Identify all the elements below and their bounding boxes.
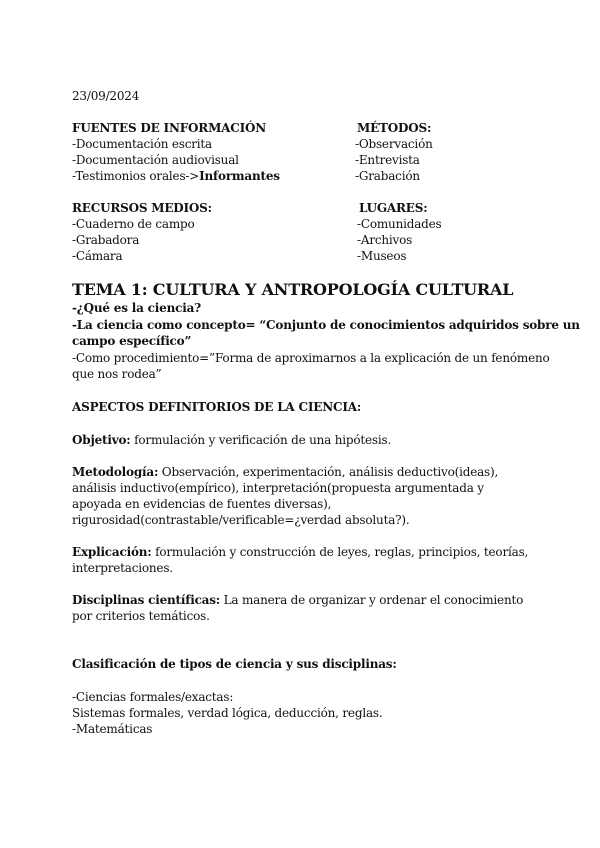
disciplinas-text: La manera de organizar y ordenar el conocimiento por criterios temáticos. xyxy=(72,593,524,623)
fuentes-heading: FUENTES DE INFORMACIÓN xyxy=(72,121,267,135)
objetivo-text: formulación y verificación de una hipótesis. xyxy=(130,433,392,447)
tema-procedimiento-line2: que nos rodea” xyxy=(72,367,162,381)
recursos-item: -Cuaderno de campo xyxy=(72,217,195,231)
objetivo-paragraph xyxy=(72,432,532,448)
metodos-item: -Grabación xyxy=(355,169,420,183)
metodos-heading: MÉTODOS: xyxy=(357,121,432,135)
metodologia-label: Metodología: xyxy=(72,465,159,479)
tema-question-ciencia: -¿Qué es la ciencia? xyxy=(72,301,201,315)
fuentes-item-prefix: -Testimonios orales-> xyxy=(72,169,200,183)
clasificacion-heading: Clasificación de tipos de ciencia y sus disciplinas: xyxy=(72,657,397,671)
lugares-item: -Museos xyxy=(357,249,407,263)
lugares-item: -Archivos xyxy=(357,233,413,247)
recursos-item: -Grabadora xyxy=(72,233,140,247)
recursos-heading: RECURSOS MEDIOS: xyxy=(72,201,212,215)
recursos-item: -Cámara xyxy=(72,249,123,263)
tema-procedimiento-line1: -Como procedimiento=”Forma de aproximarnos a la explicación de un fenómeno xyxy=(72,351,550,365)
disciplinas-paragraph xyxy=(72,592,532,624)
objetivo-label: Objetivo: xyxy=(72,433,131,447)
aspectos-heading: ASPECTOS DEFINITORIOS DE LA CIENCIA: xyxy=(72,400,362,414)
explicacion-text: formulación y construcción de leyes, reglas, principios, teorías, interpretaciones. xyxy=(72,545,529,575)
clasificacion-line: Sistemas formales, verdad lógica, deducción, reglas. xyxy=(72,706,383,720)
fuentes-item: -Documentación audiovisual xyxy=(72,153,239,167)
metodos-item: -Entrevista xyxy=(355,153,420,167)
tema-concepto-line1: -La ciencia como concepto= “Conjunto de conocimientos adquiridos sobre un xyxy=(72,318,580,332)
tema-concepto-line2: campo específico” xyxy=(72,334,192,348)
clasificacion-line: -Matemáticas xyxy=(72,722,153,736)
explicacion-label: Explicación: xyxy=(72,545,152,559)
lugares-item: -Comunidades xyxy=(357,217,442,231)
lugares-heading: LUGARES: xyxy=(359,201,428,215)
metodologia-text: Observación, experimentación, análisis deductivo(ideas), análisis inductivo(empírico), interpretación(propuesta argumentada y apoyada en evidencias de fuentes diversas), rigurosidad(contrastable/verificable=¿verdad absoluta?). xyxy=(72,465,499,527)
informantes-label: Informantes xyxy=(199,169,280,183)
metodologia-paragraph xyxy=(72,464,532,528)
clasificacion-line: -Ciencias formales/exactas: xyxy=(72,690,234,704)
disciplinas-label: Disciplinas científicas: xyxy=(72,593,221,607)
fuentes-item-informantes xyxy=(72,168,280,184)
date: 23/09/2024 xyxy=(72,89,140,103)
tema-title: TEMA 1: CULTURA Y ANTROPOLOGÍA CULTURAL xyxy=(72,280,514,299)
explicacion-paragraph xyxy=(72,544,532,576)
metodos-item: -Observación xyxy=(355,137,433,151)
fuentes-item: -Documentación escrita xyxy=(72,137,212,151)
